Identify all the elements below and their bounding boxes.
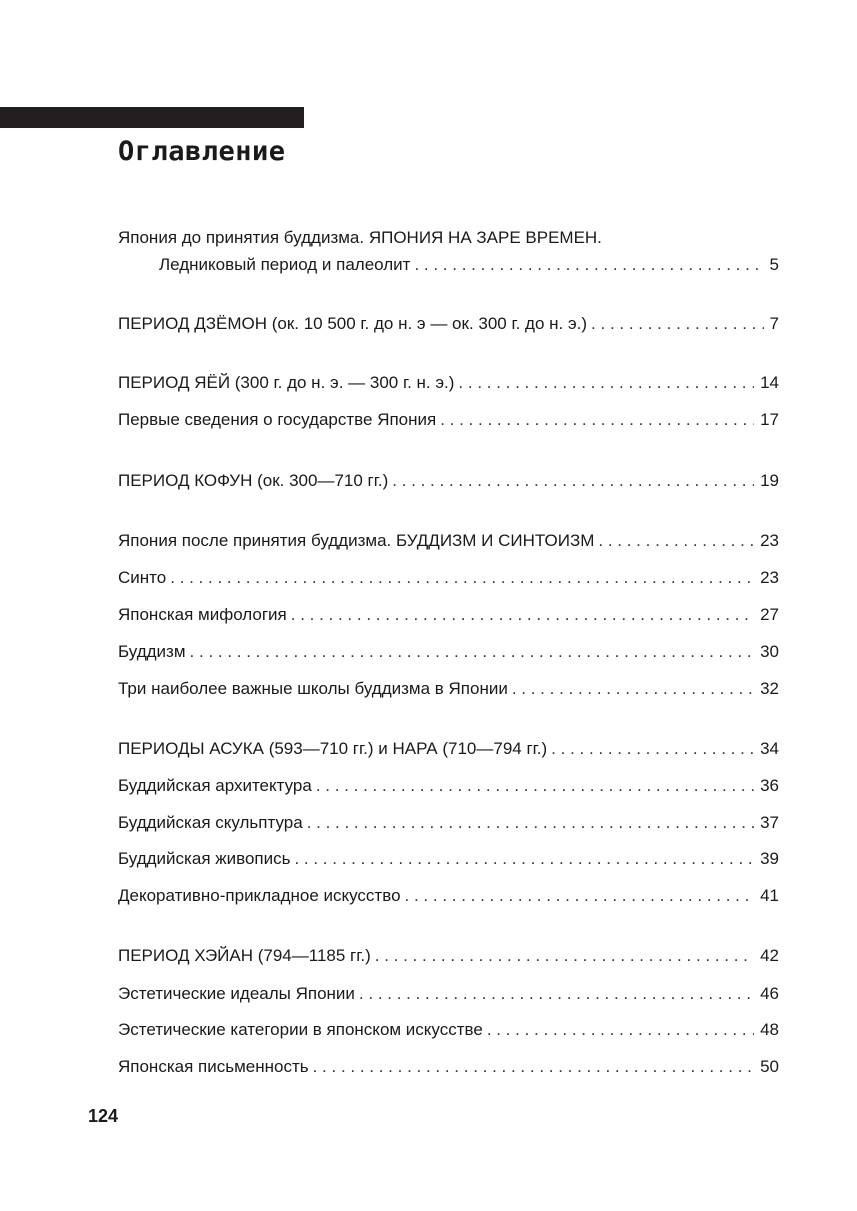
toc-entry-title: Буддизм: [118, 642, 186, 661]
toc-entry[interactable]: [118, 982, 779, 1006]
toc-entry-page: 23: [760, 568, 779, 587]
toc-entry-title: Японская мифология: [118, 605, 287, 624]
toc-entry[interactable]: [118, 737, 779, 761]
toc-entry-title: Эстетические категории в японском искусстве: [118, 1020, 483, 1039]
toc-entry-page: 39: [760, 849, 779, 868]
dot-leader: [359, 982, 754, 1006]
page-title: Оглавление: [118, 136, 286, 167]
toc-entry-title: ПЕРИОД КОФУН (ок. 300—710 гг.): [118, 471, 389, 490]
toc-entry-page: 34: [760, 739, 779, 758]
toc-entry-title: ПЕРИОД ЯЁЙ (300 г. до н. э. — 300 г. н. э.): [118, 373, 455, 392]
toc-entry-title: ПЕРИОД ХЭЙАН (794—1185 гг.): [118, 946, 371, 965]
toc-entry-page: 30: [760, 642, 779, 661]
dot-leader: [313, 1055, 754, 1079]
toc-entry-title: Японская письменность: [118, 1057, 309, 1076]
toc-entry-page: 23: [760, 531, 779, 550]
dot-leader: [414, 253, 763, 277]
toc-entry-title: Буддийская архитектура: [118, 776, 312, 795]
toc-entry[interactable]: [118, 640, 779, 664]
toc-entry-title: Буддийская скульптура: [118, 813, 303, 832]
dot-leader: [316, 774, 754, 798]
toc-entry-page: 7: [769, 314, 779, 333]
dot-leader: [458, 371, 754, 395]
dot-leader: [392, 469, 754, 493]
toc-entry-page: 14: [760, 373, 779, 392]
dot-leader: [291, 603, 754, 627]
toc-entry-page: 36: [760, 776, 779, 795]
toc-entry[interactable]: [118, 566, 779, 590]
toc-entry-title: Первые сведения о государстве Япония: [118, 410, 437, 429]
toc-entry[interactable]: [118, 603, 779, 627]
toc-entry[interactable]: [118, 1018, 779, 1042]
toc-entry[interactable]: [118, 408, 779, 432]
toc-entry-page: 5: [769, 255, 779, 274]
toc-entry[interactable]: [118, 371, 779, 395]
toc-entry-title: Синто: [118, 568, 167, 587]
dot-leader: [375, 944, 754, 968]
toc-entry-title: Эстетические идеалы Японии: [118, 984, 355, 1003]
toc-entry-title: Буддийская живопись: [118, 849, 291, 868]
toc-entry-page: 27: [760, 605, 779, 624]
page-number: 124: [88, 1106, 119, 1126]
toc-entry[interactable]: [118, 529, 779, 553]
toc-entry-page: 32: [760, 679, 779, 698]
toc-entry[interactable]: [118, 774, 779, 798]
toc-entry[interactable]: [118, 811, 779, 835]
dot-leader: [591, 312, 763, 336]
toc-entry-page: 41: [760, 886, 779, 905]
toc-entry-page: 17: [760, 410, 779, 429]
dot-leader: [190, 640, 755, 664]
toc-entry[interactable]: [118, 677, 779, 701]
toc-entry-title: ПЕРИОД ДЗЁМОН (ок. 10 500 г. до н. э — ок. 300 г. до н. э.): [118, 314, 588, 333]
dot-leader: [294, 847, 754, 871]
toc-entry-page: 46: [760, 984, 779, 1003]
dot-leader: [307, 811, 754, 835]
toc-entry-title: ПЕРИОДЫ АСУКА (593—710 гг.) и НАРА (710—794 гг.): [118, 739, 548, 758]
toc-entry-title: Три наиболее важные школы буддизма в Японии: [118, 679, 508, 698]
toc-entry-page: 19: [760, 471, 779, 490]
toc-entry-page: 37: [760, 813, 779, 832]
toc-section-intro: Япония до принятия буддизма. ЯПОНИЯ НА ЗАРЕ ВРЕМЕН.: [118, 228, 602, 247]
toc-entry-page: 42: [760, 946, 779, 965]
dot-leader: [170, 566, 754, 590]
toc-entry-title: Ледниковый период и палеолит: [159, 255, 411, 274]
toc-entry-title: Декоративно-прикладное искусство: [118, 886, 401, 905]
toc-entry[interactable]: [118, 847, 779, 871]
toc-entry[interactable]: [118, 1055, 779, 1079]
dot-leader: [405, 884, 755, 908]
toc-entry[interactable]: [118, 884, 779, 908]
dot-leader: [440, 408, 754, 432]
toc-entry[interactable]: [159, 253, 779, 277]
dot-leader: [487, 1018, 754, 1042]
toc-entry[interactable]: [118, 469, 779, 493]
toc-entry-title: Япония после принятия буддизма. БУДДИЗМ И СИНТОИЗМ: [118, 531, 595, 550]
toc-entry[interactable]: [118, 312, 779, 336]
dot-leader: [598, 529, 754, 553]
dot-leader: [551, 737, 754, 761]
toc-entry-page: 48: [760, 1020, 779, 1039]
table-of-contents: [118, 0, 779, 1211]
dot-leader: [512, 677, 754, 701]
toc-entry[interactable]: [118, 944, 779, 968]
toc-entry-page: 50: [760, 1057, 779, 1076]
